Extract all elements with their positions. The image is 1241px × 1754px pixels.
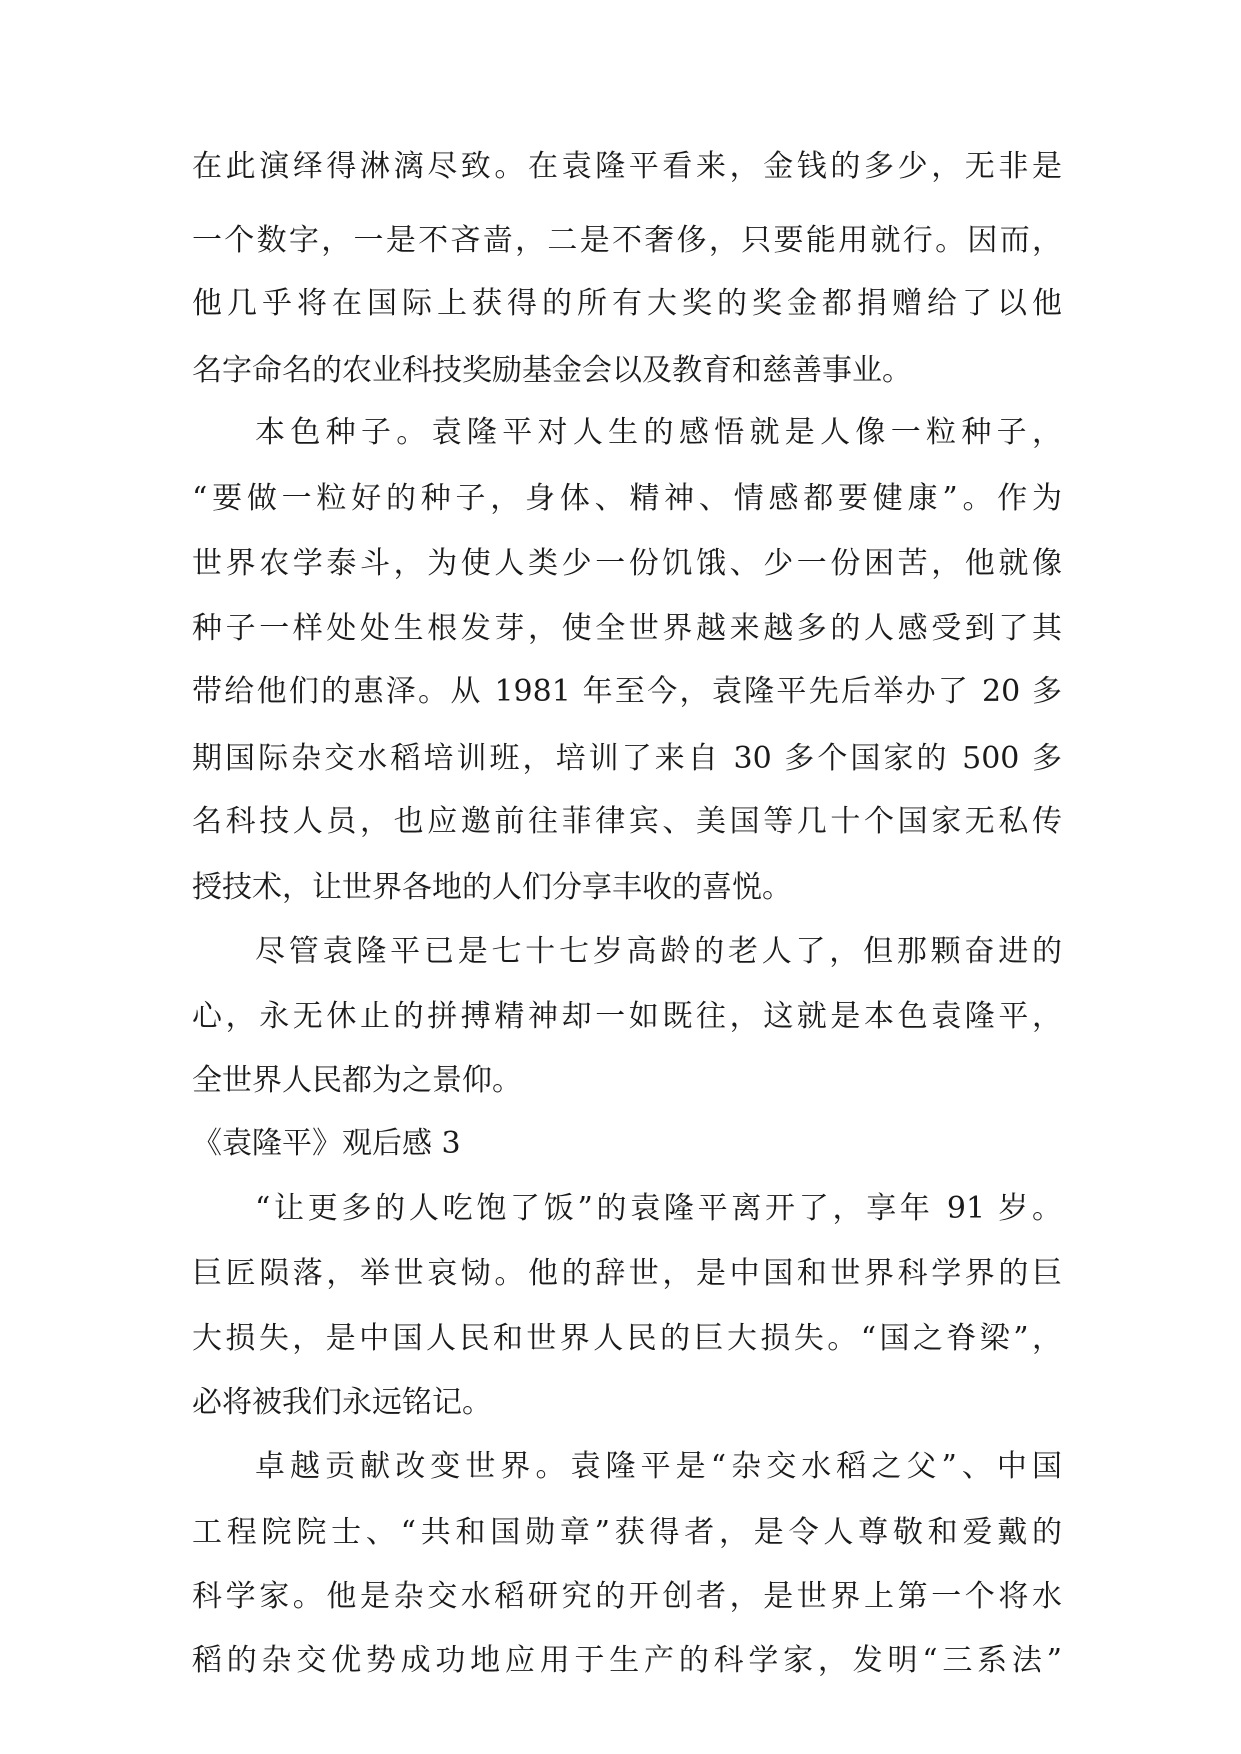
text-line: 必将被我们永远铭记。: [192, 1385, 492, 1420]
text-line: 大损失，是中国人民和世界人民的巨大损失。“国之脊梁”，: [192, 1321, 1062, 1356]
text-line: 名科技人员，也应邀前往菲律宾、美国等几十个国家无私传: [192, 804, 1062, 839]
text-line: 种子一样处处生根发芽，使全世界越来越多的人感受到了其: [192, 611, 1062, 646]
text-line: 科学家。他是杂交水稻研究的开创者，是世界上第一个将水: [192, 1579, 1062, 1614]
text-line: 一个数字，一是不吝啬，二是不奢侈，只要能用就行。因而，: [192, 223, 1062, 258]
text-line: 他几乎将在国际上获得的所有大奖的奖金都捐赠给了以他: [192, 286, 1062, 321]
text-line: 世界农学泰斗，为使人类少一份饥饿、少一份困苦，他就像: [192, 546, 1062, 581]
text-line: 名字命名的农业科技奖励基金会以及教育和慈善事业。: [192, 353, 912, 388]
paragraph-start-line: 本色种子。袁隆平对人生的感悟就是人像一粒种子，: [255, 415, 1062, 450]
text-line: 巨匠陨落，举世哀恸。他的辞世，是中国和世界科学界的巨: [192, 1256, 1062, 1291]
text-line: 在此演绎得淋漓尽致。在袁隆平看来，金钱的多少，无非是: [192, 149, 1062, 184]
paragraph-start-line: “让更多的人吃饱了饭”的袁隆平离开了，享年 91 岁。: [255, 1191, 1062, 1226]
paragraph-start-line: 尽管袁隆平已是七十七岁高龄的老人了，但那颗奋进的: [255, 934, 1062, 969]
text-line: 期国际杂交水稻培训班，培训了来自 30 多个国家的 500 多: [192, 741, 1062, 776]
text-line: 稻的杂交优势成功地应用于生产的科学家，发明“三系法”: [192, 1643, 1062, 1678]
text-line: 心，永无休止的拼搏精神却一如既往，这就是本色袁隆平，: [192, 999, 1062, 1034]
text-line: “要做一粒好的种子，身体、精神、情感都要健康”。作为: [192, 481, 1062, 516]
text-line: 授技术，让世界各地的人们分享丰收的喜悦。: [192, 870, 792, 905]
text-line: 全世界人民都为之景仰。: [192, 1063, 522, 1098]
text-line: 带给他们的惠泽。从 1981 年至今，袁隆平先后举办了 20 多: [192, 674, 1062, 709]
text-line: 工程院院士、“共和国勋章”获得者，是令人尊敬和爱戴的: [192, 1515, 1062, 1550]
section-heading: 《袁隆平》观后感 3: [192, 1126, 461, 1161]
paragraph-start-line: 卓越贡献改变世界。袁隆平是“杂交水稻之父”、中国: [255, 1449, 1062, 1484]
